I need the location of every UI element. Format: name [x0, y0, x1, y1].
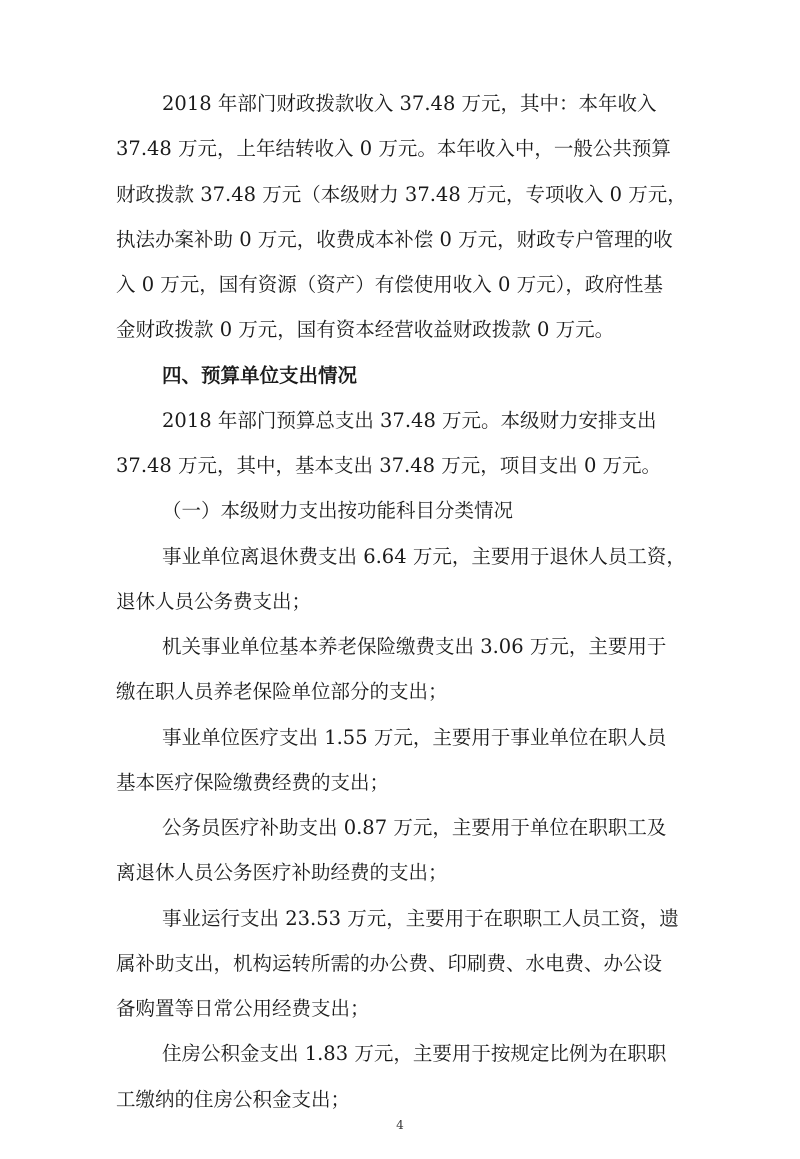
- text-line: 住房公积金支出 1.83 万元，主要用于按规定比例为在职职: [162, 1042, 667, 1065]
- text-line: 基本医疗保险缴费经费的支出；: [116, 771, 390, 794]
- text-line: 事业单位医疗支出 1.55 万元，主要用于事业单位在职人员: [162, 726, 667, 749]
- page-number: 4: [396, 1118, 404, 1132]
- text-line: 离退休人员公务医疗补助经费的支出；: [116, 861, 448, 884]
- text-line: 财政拨款 37.48 万元（本级财力 37.48 万元，专项收入 0 万元，: [116, 183, 687, 206]
- section-heading: 四、预算单位支出情况: [162, 364, 358, 387]
- text-line: 执法办案补助 0 万元，收费成本补偿 0 万元，财政专户管理的收: [116, 228, 673, 251]
- text-line: 事业运行支出 23.53 万元，主要用于在职职工人员工资，遗: [162, 907, 679, 930]
- text-line: 37.48 万元，上年结转收入 0 万元。本年收入中，一般公共预算: [116, 137, 671, 160]
- text-line: 事业单位离退休费支出 6.64 万元，主要用于退休人员工资，: [162, 545, 686, 568]
- text-line: 工缴纳的住房公积金支出；: [116, 1088, 351, 1111]
- text-line: 入 0 万元，国有资源（资产）有偿使用收入 0 万元），政府性基: [116, 273, 663, 296]
- text-line: 2018 年部门预算总支出 37.48 万元。本级财力安排支出: [162, 409, 657, 432]
- text-line: 机关事业单位基本养老保险缴费支出 3.06 万元，主要用于: [162, 635, 667, 658]
- text-line: 公务员医疗补助支出 0.87 万元，主要用于单位在职职工及: [162, 816, 667, 839]
- text-line: 37.48 万元，其中，基本支出 37.48 万元，项目支出 0 万元。: [116, 454, 662, 477]
- subsection-heading: （一）本级财力支出按功能科目分类情况: [162, 499, 514, 522]
- text-line: 金财政拨款 0 万元，国有资本经营收益财政拨款 0 万元。: [116, 318, 615, 341]
- text-line: 缴在职人员养老保险单位部分的支出；: [116, 680, 448, 703]
- text-line: 属补助支出，机构运转所需的办公费、印刷费、水电费、办公设: [116, 952, 663, 975]
- text-line: 2018 年部门财政拨款收入 37.48 万元，其中：本年收入: [162, 92, 657, 115]
- text-line: 退休人员公务费支出；: [116, 590, 312, 613]
- text-line: 备购置等日常公用经费支出；: [116, 997, 370, 1020]
